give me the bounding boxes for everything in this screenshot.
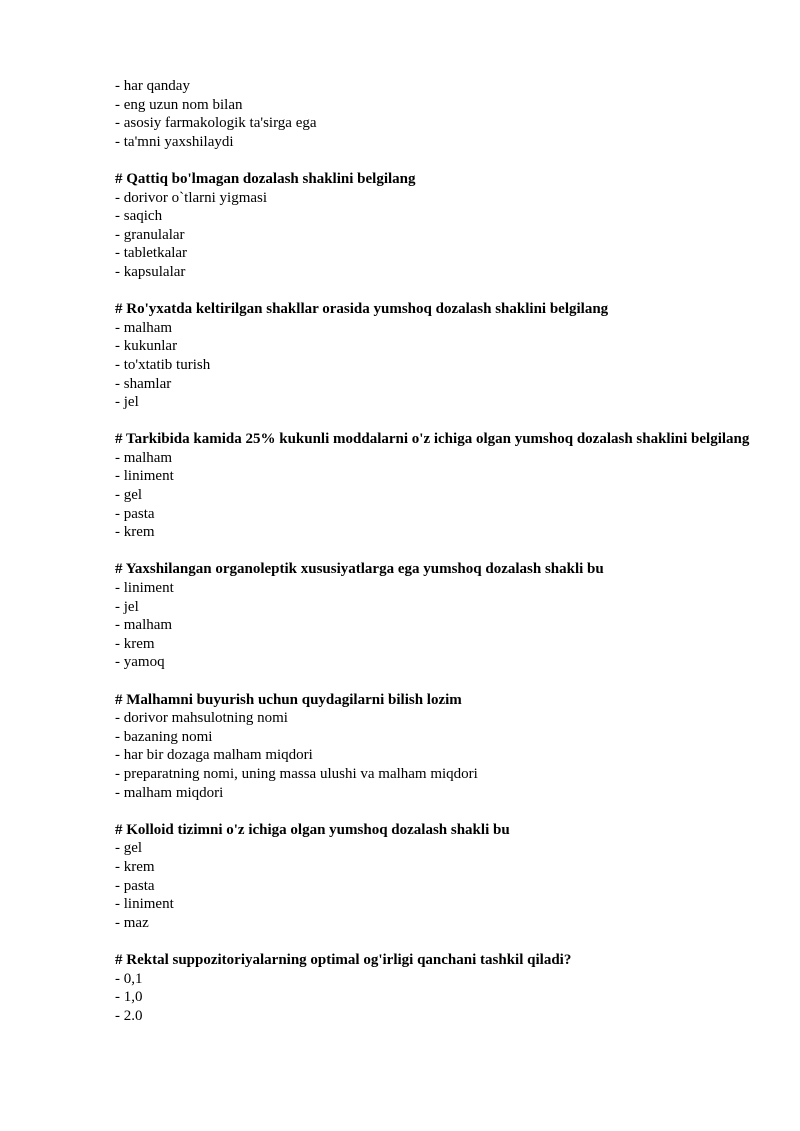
question-heading: # Tarkibida kamida 25% kukunli moddalarni o'z ichiga olgan yumshoq dozalash shaklini belgilang bbox=[115, 431, 750, 448]
list-item: - malham bbox=[115, 319, 173, 336]
question-heading: # Yaxshilangan organoleptik xususiyatlarga ega yumshoq dozalash shakli bu bbox=[115, 561, 604, 578]
list-item: - malham miqdori bbox=[115, 784, 224, 801]
list-item: - gel bbox=[115, 487, 143, 504]
list-item: - pasta bbox=[115, 505, 155, 522]
list-item: - dorivor mahsulotning nomi bbox=[115, 710, 288, 727]
list-item: - krem bbox=[115, 858, 155, 875]
list-item: - har qanday bbox=[115, 78, 190, 94]
list-item: - liniment bbox=[115, 468, 174, 485]
list-item: - jel bbox=[115, 394, 139, 411]
list-item: - eng uzun nom bilan bbox=[115, 96, 243, 113]
list-item: - gel bbox=[115, 840, 143, 857]
list-item: - kukunlar bbox=[115, 338, 178, 355]
list-item: - 0,1 bbox=[115, 970, 143, 987]
list-item: - bazaning nomi bbox=[115, 728, 213, 745]
list-item: - asosiy farmakologik ta'sirga ega bbox=[115, 115, 317, 132]
question-heading: # Ro'yxatda keltirilgan shakllar orasida yumshoq dozalash shaklini belgilang bbox=[115, 301, 609, 318]
question-heading: # Qattiq bo'lmagan dozalash shaklini belgilang bbox=[115, 170, 416, 187]
list-item: - preparatning nomi, uning massa ulushi va malham miqdori bbox=[115, 765, 478, 782]
question-block bbox=[115, 691, 755, 803]
list-item: - shamlar bbox=[115, 375, 172, 392]
question-heading: # Malhamni buyurish uchun quydagilarni bilish lozim bbox=[115, 691, 462, 708]
question-block bbox=[115, 430, 755, 542]
list-item: - har bir dozaga malham miqdori bbox=[115, 747, 313, 764]
list-item: - liniment bbox=[115, 580, 174, 597]
list-item: - kapsulalar bbox=[115, 263, 186, 280]
list-item: - krem bbox=[115, 635, 155, 652]
list-item: - ta'mni yaxshilaydi bbox=[115, 133, 234, 150]
list-item: - 2.0 bbox=[115, 1007, 143, 1024]
question-block bbox=[115, 560, 755, 672]
list-item: - malham bbox=[115, 449, 173, 466]
list-item: - maz bbox=[115, 914, 149, 931]
list-item: - 1,0 bbox=[115, 989, 143, 1006]
question-block bbox=[115, 300, 755, 412]
list-item: - yamoq bbox=[115, 654, 165, 671]
list-item: - pasta bbox=[115, 877, 155, 894]
list-item: - tabletkalar bbox=[115, 245, 188, 262]
question-block bbox=[115, 951, 755, 1025]
list-item: - saqich bbox=[115, 208, 163, 225]
intro-options bbox=[115, 77, 755, 151]
list-item: - to'xtatib turish bbox=[115, 356, 211, 373]
question-heading: # Kolloid tizimni o'z ichiga olgan yumshoq dozalash shakli bu bbox=[115, 821, 510, 838]
list-item: - malham bbox=[115, 617, 173, 634]
list-item: - liniment bbox=[115, 896, 174, 913]
list-item: - krem bbox=[115, 524, 155, 541]
question-heading: # Rektal suppozitoriyalarning optimal og'irligi qanchani tashkil qiladi? bbox=[115, 951, 572, 968]
question-block bbox=[115, 170, 755, 282]
list-item: - dorivor o`tlarni yigmasi bbox=[115, 189, 268, 206]
document-page bbox=[115, 77, 755, 1025]
list-item: - jel bbox=[115, 598, 139, 615]
question-block bbox=[115, 821, 755, 933]
list-item: - granulalar bbox=[115, 226, 185, 243]
